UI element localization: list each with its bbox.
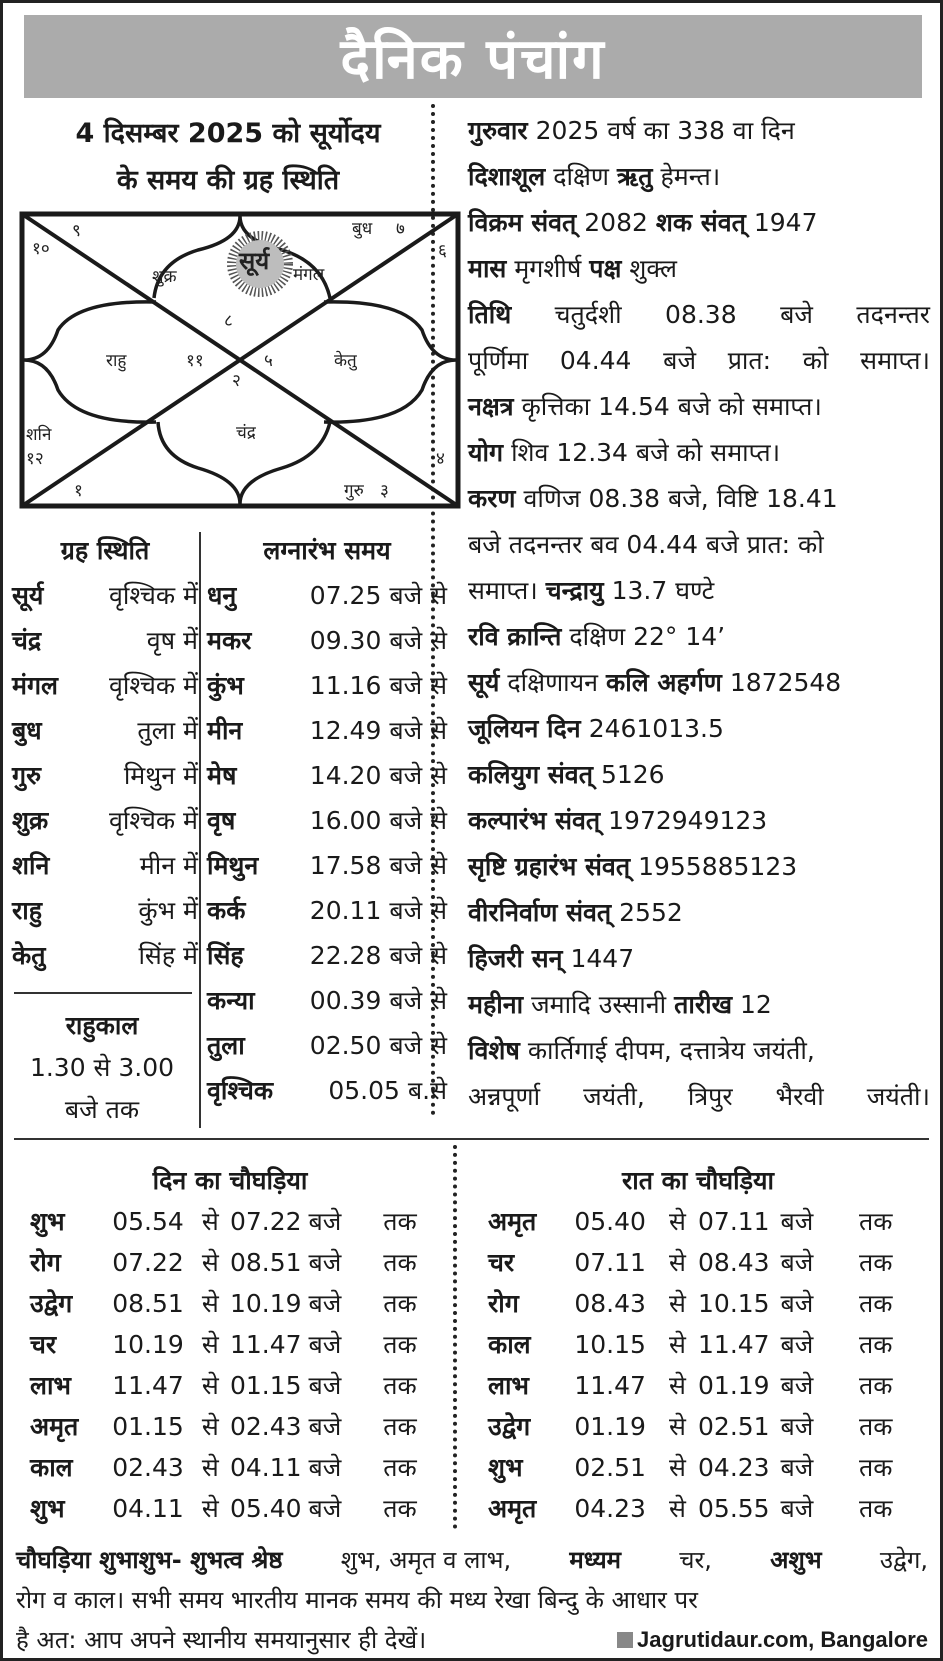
graha-row: राहु कुंभ में <box>12 896 198 925</box>
lagna-row: कर्क 20.11 बजे से <box>207 896 447 925</box>
detail-line: हिजरी सन् 1447 <box>468 944 635 973</box>
chart-heading <box>18 110 438 204</box>
lagna-row: सिंह 22.28 बजे से <box>207 941 447 970</box>
footer-line2: रोग व काल। सभी समय भारतीय मानक समय की मध्य रेखा बिन्दु के आधार पर <box>16 1586 698 1614</box>
section-divider <box>14 1138 929 1140</box>
graha-row: मंगल वृश्चिक में <box>12 671 198 700</box>
choghadiya-row: चर 07.11 से 08.43 बजे तक <box>488 1248 893 1277</box>
detail-line: कल्पारंभ संवत् 1972949123 <box>468 806 768 835</box>
footer-note <box>16 1540 928 1660</box>
choghadiya-row: अमृत 01.15 से 02.43 बजे तक <box>30 1412 417 1441</box>
kundali-budh: बुध <box>352 219 373 239</box>
rahukaal-title: राहुकाल <box>65 1011 139 1040</box>
detail-line: रवि क्रान्ति दक्षिण 22° 14’ <box>468 622 726 651</box>
graha-row: सूर्य वृश्चिक में <box>12 581 198 610</box>
graha-sthiti-table <box>12 528 198 978</box>
detail-line: सूर्य दक्षिणायन कलि अहर्गण 1872548 <box>468 668 842 697</box>
detail-line: नक्षत्र कृत्तिका 14.54 बजे को समाप्त। <box>468 392 822 421</box>
lagnarambh-title: लग्नारंभ समय <box>263 536 391 565</box>
lagna-row: मिथुन 17.58 बजे से <box>207 851 447 880</box>
rahukaal-divider <box>14 992 192 994</box>
kundali-chandra: चंद्र <box>236 423 256 443</box>
graha-row: गुरु मिथुन में <box>12 761 198 790</box>
house-5: ५ <box>264 351 273 371</box>
choghadiya-row: लाभ 11.47 से 01.19 बजे तक <box>488 1371 893 1400</box>
detail-line: कलियुग संवत् 5126 <box>468 760 665 789</box>
detail-line: करण वणिज 08.38 बजे, विष्टि 18.41 <box>468 484 838 513</box>
chart-heading-line1: 4 दिसम्बर 2025 को सूर्योदय <box>75 118 381 149</box>
kundali-sun: सूर्य <box>239 247 270 275</box>
house-2: २ <box>232 371 241 391</box>
night-choghadiya-title: रात का चौघड़िया <box>622 1166 774 1195</box>
detail-line: मास मृगशीर्ष पक्ष शुक्ल <box>468 254 677 283</box>
night-choghadiya-table <box>488 1160 908 1529</box>
detail-line: समाप्त। चन्द्रायु 13.7 घण्टे <box>468 576 715 605</box>
kundali-mangal: मंगल <box>293 265 325 285</box>
lagna-row: वृश्चिक 05.05 ब.से <box>207 1076 447 1105</box>
detail-line: जूलियन दिन 2461013.5 <box>468 714 724 743</box>
choghadiya-divider-dotted <box>453 1145 457 1529</box>
choghadiya-row: लाभ 11.47 से 01.15 बजे तक <box>30 1371 417 1400</box>
lagna-row: वृष 16.00 बजे से <box>207 806 447 835</box>
kundali-chart <box>18 210 462 510</box>
house-1: १ <box>74 481 83 501</box>
day-choghadiya-table <box>30 1160 430 1529</box>
kundali-shani: शनि <box>26 425 52 445</box>
square-bullet-icon <box>617 1632 633 1648</box>
choghadiya-row: शुभ 05.54 से 07.22 बजे तक <box>30 1207 417 1236</box>
rahukaal-suffix: बजे तक <box>64 1095 140 1124</box>
graha-sthiti-title: ग्रह स्थिति <box>60 536 150 565</box>
detail-line: अन्नपूर्णा जयंती, त्रिपुर भैरवी जयंती। <box>468 1082 930 1111</box>
page-title: दैनिक पंचांग <box>340 26 606 92</box>
lagnarambh-table <box>207 528 447 1113</box>
house-8: ८ <box>224 311 233 331</box>
choghadiya-row: शुभ 02.51 से 04.23 बजे तक <box>488 1453 893 1482</box>
choghadiya-row: अमृत 05.40 से 07.11 बजे तक <box>488 1207 893 1236</box>
footer-line3: है अत: आप अपने स्थानीय समयानुसार ही देखें। Jagrutidaur.com, Bangalore <box>16 1620 928 1660</box>
rahukaal-time: 1.30 से 3.00 <box>29 1053 175 1082</box>
detail-line: तिथि चतुर्दशी 08.38 बजे तदनन्तर <box>468 300 930 329</box>
choghadiya-row: रोग 07.22 से 08.51 बजे तक <box>30 1248 417 1277</box>
graha-row: बुध तुला में <box>12 716 198 745</box>
house-6: ६ <box>438 241 447 261</box>
title-banner <box>24 15 922 98</box>
graha-row: शनि मीन में <box>12 851 198 880</box>
graha-row: चंद्र वृष में <box>12 626 198 655</box>
house-11: ११ <box>186 351 204 371</box>
brand-credit: Jagrutidaur.com, Bangalore <box>617 1620 928 1660</box>
detail-line: सृष्टि ग्रहारंभ संवत् 1955885123 <box>468 852 798 881</box>
lagna-row: कन्या 00.39 बजे से <box>207 986 447 1015</box>
graha-row: केतु सिंह में <box>12 941 198 970</box>
choghadiya-row: उद्वेग 08.51 से 10.19 बजे तक <box>30 1289 417 1318</box>
kundali-rahu: राहु <box>106 351 127 371</box>
house-3: ३ <box>380 481 389 501</box>
detail-line: गुरुवार 2025 वर्ष का 338 वा दिन <box>468 116 795 145</box>
choghadiya-row: उद्वेग 01.19 से 02.51 बजे तक <box>488 1412 893 1441</box>
choghadiya-row: काल 02.43 से 04.11 बजे तक <box>30 1453 417 1482</box>
choghadiya-row: चर 10.19 से 11.47 बजे तक <box>30 1330 417 1359</box>
choghadiya-row: शुभ 04.11 से 05.40 बजे तक <box>30 1494 417 1523</box>
house-10: १० <box>32 239 50 259</box>
chart-heading-line2: के समय की ग्रह स्थिति <box>116 165 340 196</box>
detail-line: वीरनिर्वाण संवत् 2552 <box>468 898 683 927</box>
lagna-row: तुला 02.50 बजे से <box>207 1031 447 1060</box>
choghadiya-row: काल 10.15 से 11.47 बजे तक <box>488 1330 893 1359</box>
footer-line1: चौघड़िया शुभाशुभ- शुभत्व श्रेष्ठ शुभ, अमृत व लाभ, मध्यम चर, अशुभ उद्वेग, <box>16 1546 928 1574</box>
detail-line: योग शिव 12.34 बजे को समाप्त। <box>468 438 781 467</box>
detail-line: विशेष कार्तिगाई दीपम, दत्तात्रेय जयंती, <box>468 1036 815 1065</box>
detail-line: विक्रम संवत् 2082 शक संवत् 1947 <box>468 208 818 237</box>
detail-line: बजे तदनन्तर बव 04.44 बजे प्रात: को <box>468 530 824 559</box>
house-9: ९ <box>72 221 81 241</box>
kundali-guru: गुरु <box>344 481 364 501</box>
kundali-ketu: केतु <box>334 351 357 371</box>
choghadiya-row: अमृत 04.23 से 05.55 बजे तक <box>488 1494 893 1523</box>
detail-line: दिशाशूल दक्षिण ऋतु हेमन्त। <box>468 162 721 191</box>
rahukaal-box <box>14 1005 190 1131</box>
choghadiya-row: रोग 08.43 से 10.15 बजे तक <box>488 1289 893 1318</box>
detail-line: महीना जमादि उस्सानी तारीख 12 <box>468 990 772 1019</box>
panchang-details <box>468 108 930 1120</box>
house-7: ७ <box>396 219 405 239</box>
house-12: १२ <box>26 449 44 469</box>
detail-line: पूर्णिमा 04.44 बजे प्रात: को समाप्त। <box>468 346 930 375</box>
lagna-row: मीन 12.49 बजे से <box>207 716 447 745</box>
graha-lagna-divider <box>199 532 201 1128</box>
lagna-row: धनु 07.25 बजे से <box>207 581 447 610</box>
graha-row: शुक्र वृश्चिक में <box>12 806 198 835</box>
lagna-row: कुंभ 11.16 बजे से <box>207 671 447 700</box>
house-4: ४ <box>436 449 445 469</box>
lagna-row: मकर 09.30 बजे से <box>207 626 447 655</box>
day-choghadiya-title: दिन का चौघड़िया <box>152 1166 308 1195</box>
kundali-shukra: शुक्र <box>152 267 177 287</box>
lagna-row: मेष 14.20 बजे से <box>207 761 447 790</box>
